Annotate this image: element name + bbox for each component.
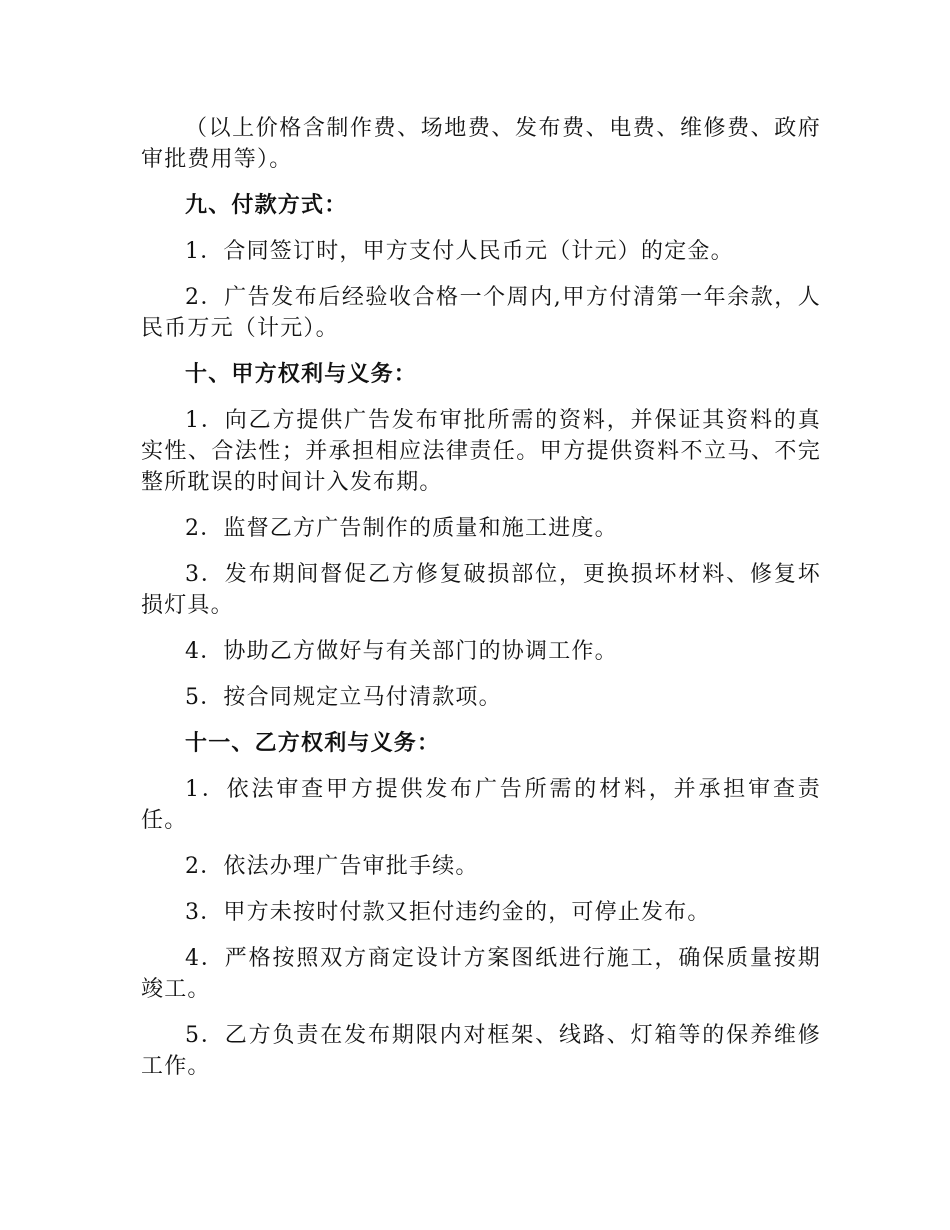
section-11-heading: 十一、乙方权利与义务： [185, 730, 441, 756]
section-10-item-3: 3．发布期间督促乙方修复破损部位，更换损坏材料、修复坏损灯具。 [141, 562, 821, 618]
section-10-item-1: 1．向乙方提供广告发布审批所需的资料，并保证其资料的真实性、合法性；并承担相应法律责任。甲方提供资料不立马、不完整所耽误的时间计入发布期。 [141, 408, 821, 495]
section-10-item-4: 4．协助乙方做好与有关部门的协调工作。 [185, 639, 618, 664]
section-9-item-1: 1．合同签订时，甲方支付人民币元（计元）的定金。 [185, 239, 734, 264]
section-9-item-2: 2．广告发布后经验收合格一个周内,甲方付清第一年余款，人民币万元（计元）。 [141, 285, 821, 341]
section-11-item-4: 4．严格按照双方商定设计方案图纸进行施工，确保质量按期竣工。 [141, 946, 821, 1002]
section-11-item-5: 5．乙方负责在发布期限内对框架、线路、灯箱等的保养维修工作。 [141, 1023, 821, 1079]
section-11-item-1: 1．依法审查甲方提供发布广告所需的材料，并承担审查责任。 [141, 777, 821, 833]
price-note-paragraph: （以上价格含制作费、场地费、发布费、电费、维修费、政府审批费用等）。 [141, 116, 821, 172]
section-9-heading: 九、付款方式： [185, 192, 348, 218]
document-page [141, 113, 821, 1097]
section-11-item-3: 3．甲方未按时付款又拒付违约金的，可停止发布。 [185, 900, 711, 925]
section-10-heading: 十、甲方权利与义务： [185, 361, 418, 387]
section-10-item-2: 2．监督乙方广告制作的质量和施工进度。 [185, 516, 618, 541]
section-10-item-5: 5．按合同规定立马付清款项。 [185, 685, 502, 710]
section-11-item-2: 2．依法办理广告审批手续。 [185, 854, 479, 879]
